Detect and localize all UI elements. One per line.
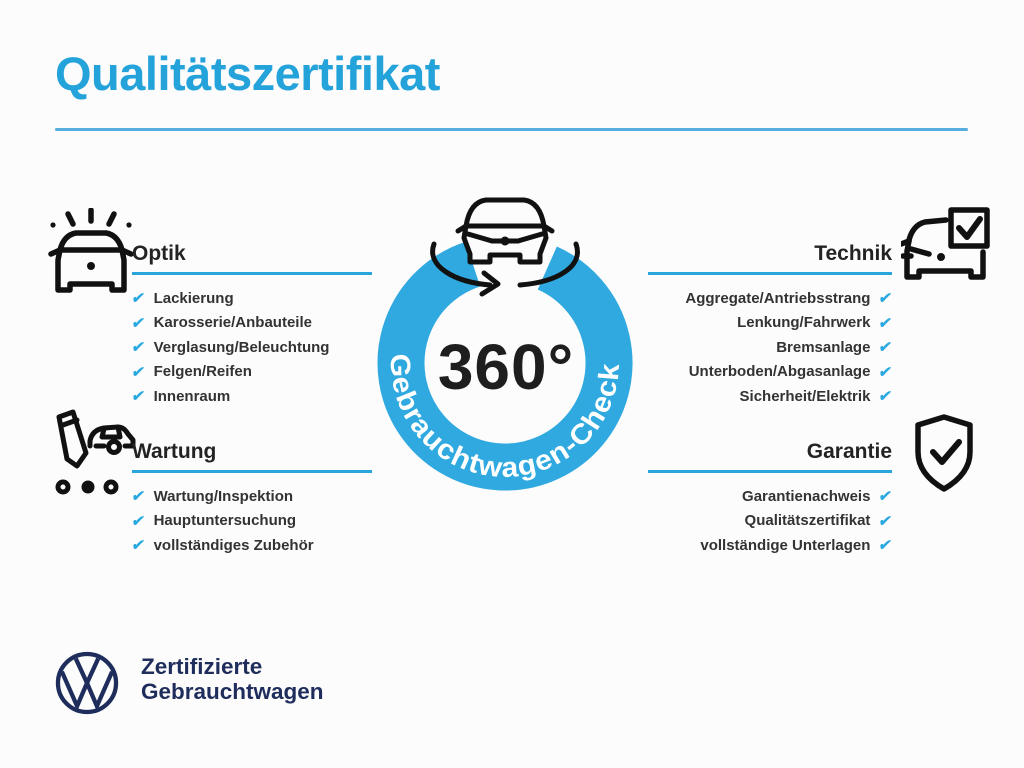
item-label: Verglasung/Beleuchtung [153,338,330,356]
check-icon: ✔ [130,363,146,381]
degrees-text: 360° [437,331,575,403]
car-360-rotation-icon [458,200,552,262]
check-icon: ✔ [130,388,146,406]
checklist-item [737,311,892,336]
check-icon: ✔ [130,537,146,555]
item-label: Garantienachweis [742,487,871,505]
item-label: Felgen/Reifen [153,363,252,381]
checklist-item [745,509,892,534]
service-pencil-icon [46,408,138,505]
checklist-item [700,533,892,558]
check-icon: ✔ [877,314,894,332]
section-heading-optik: Optik [132,240,372,275]
ring-label: Gebrauchtwagen-Check [384,353,626,484]
section-heading-wartung: Wartung [132,438,372,473]
checklist-item [689,360,892,385]
shield-check-icon [906,412,982,501]
check-icon: ✔ [877,488,894,506]
item-label: Sicherheit/Elektrik [739,387,871,405]
checklist-item [742,484,892,509]
item-label: Wartung/Inspektion [153,487,294,505]
footer-line2: Gebrauchtwagen [141,679,324,704]
item-label: Hauptuntersuchung [153,512,297,530]
item-label: Unterboden/Abgasanlage [688,363,871,381]
item-label: Aggregate/Antriebsstrang [685,289,871,307]
footer-brand-text [141,654,324,704]
vw-logo [54,650,120,721]
checklist-wartung [132,484,314,558]
check-icon: ✔ [130,314,146,332]
checklist-item [132,360,252,385]
checklist-item [132,384,230,409]
section-heading-technik: Technik [648,240,892,275]
check-icon: ✔ [877,537,894,555]
checklist-item [132,335,329,360]
check-icon: ✔ [130,512,146,530]
checklist-optik [132,286,329,409]
checklist-item [740,384,892,409]
check-icon: ✔ [130,488,146,506]
item-label: vollständiges Zubehör [153,536,314,554]
check-icon: ✔ [877,512,894,530]
item-label: Innenraum [153,387,231,405]
checklist-item [685,286,892,311]
section-heading-garantie: Garantie [648,438,892,473]
check-icon: ✔ [877,363,894,381]
check-icon: ✔ [877,290,894,308]
title-rule [55,128,968,131]
car-shine-icon [46,208,136,305]
footer-line1: Zertifizierte [141,654,263,679]
item-label: Qualitätszertifikat [744,512,871,530]
checklist-item [132,484,293,509]
check-icon: ✔ [877,339,894,357]
item-label: vollständige Unterlagen [700,536,871,554]
checklist-item [132,509,296,534]
checklist-item [776,335,892,360]
checklist-item [132,286,234,311]
item-label: Lackierung [153,289,234,307]
page-title: Qualitätszertifikat [55,47,440,100]
check-icon: ✔ [130,290,146,308]
item-label: Karosserie/Anbauteile [153,314,312,332]
checklist-item [132,311,312,336]
checklist-item [132,533,314,558]
item-label: Lenkung/Fahrwerk [737,314,871,332]
car-checkbox-icon [901,204,993,305]
check-icon: ✔ [130,339,146,357]
item-label: Bremsanlage [776,338,871,356]
check-icon: ✔ [877,388,894,406]
